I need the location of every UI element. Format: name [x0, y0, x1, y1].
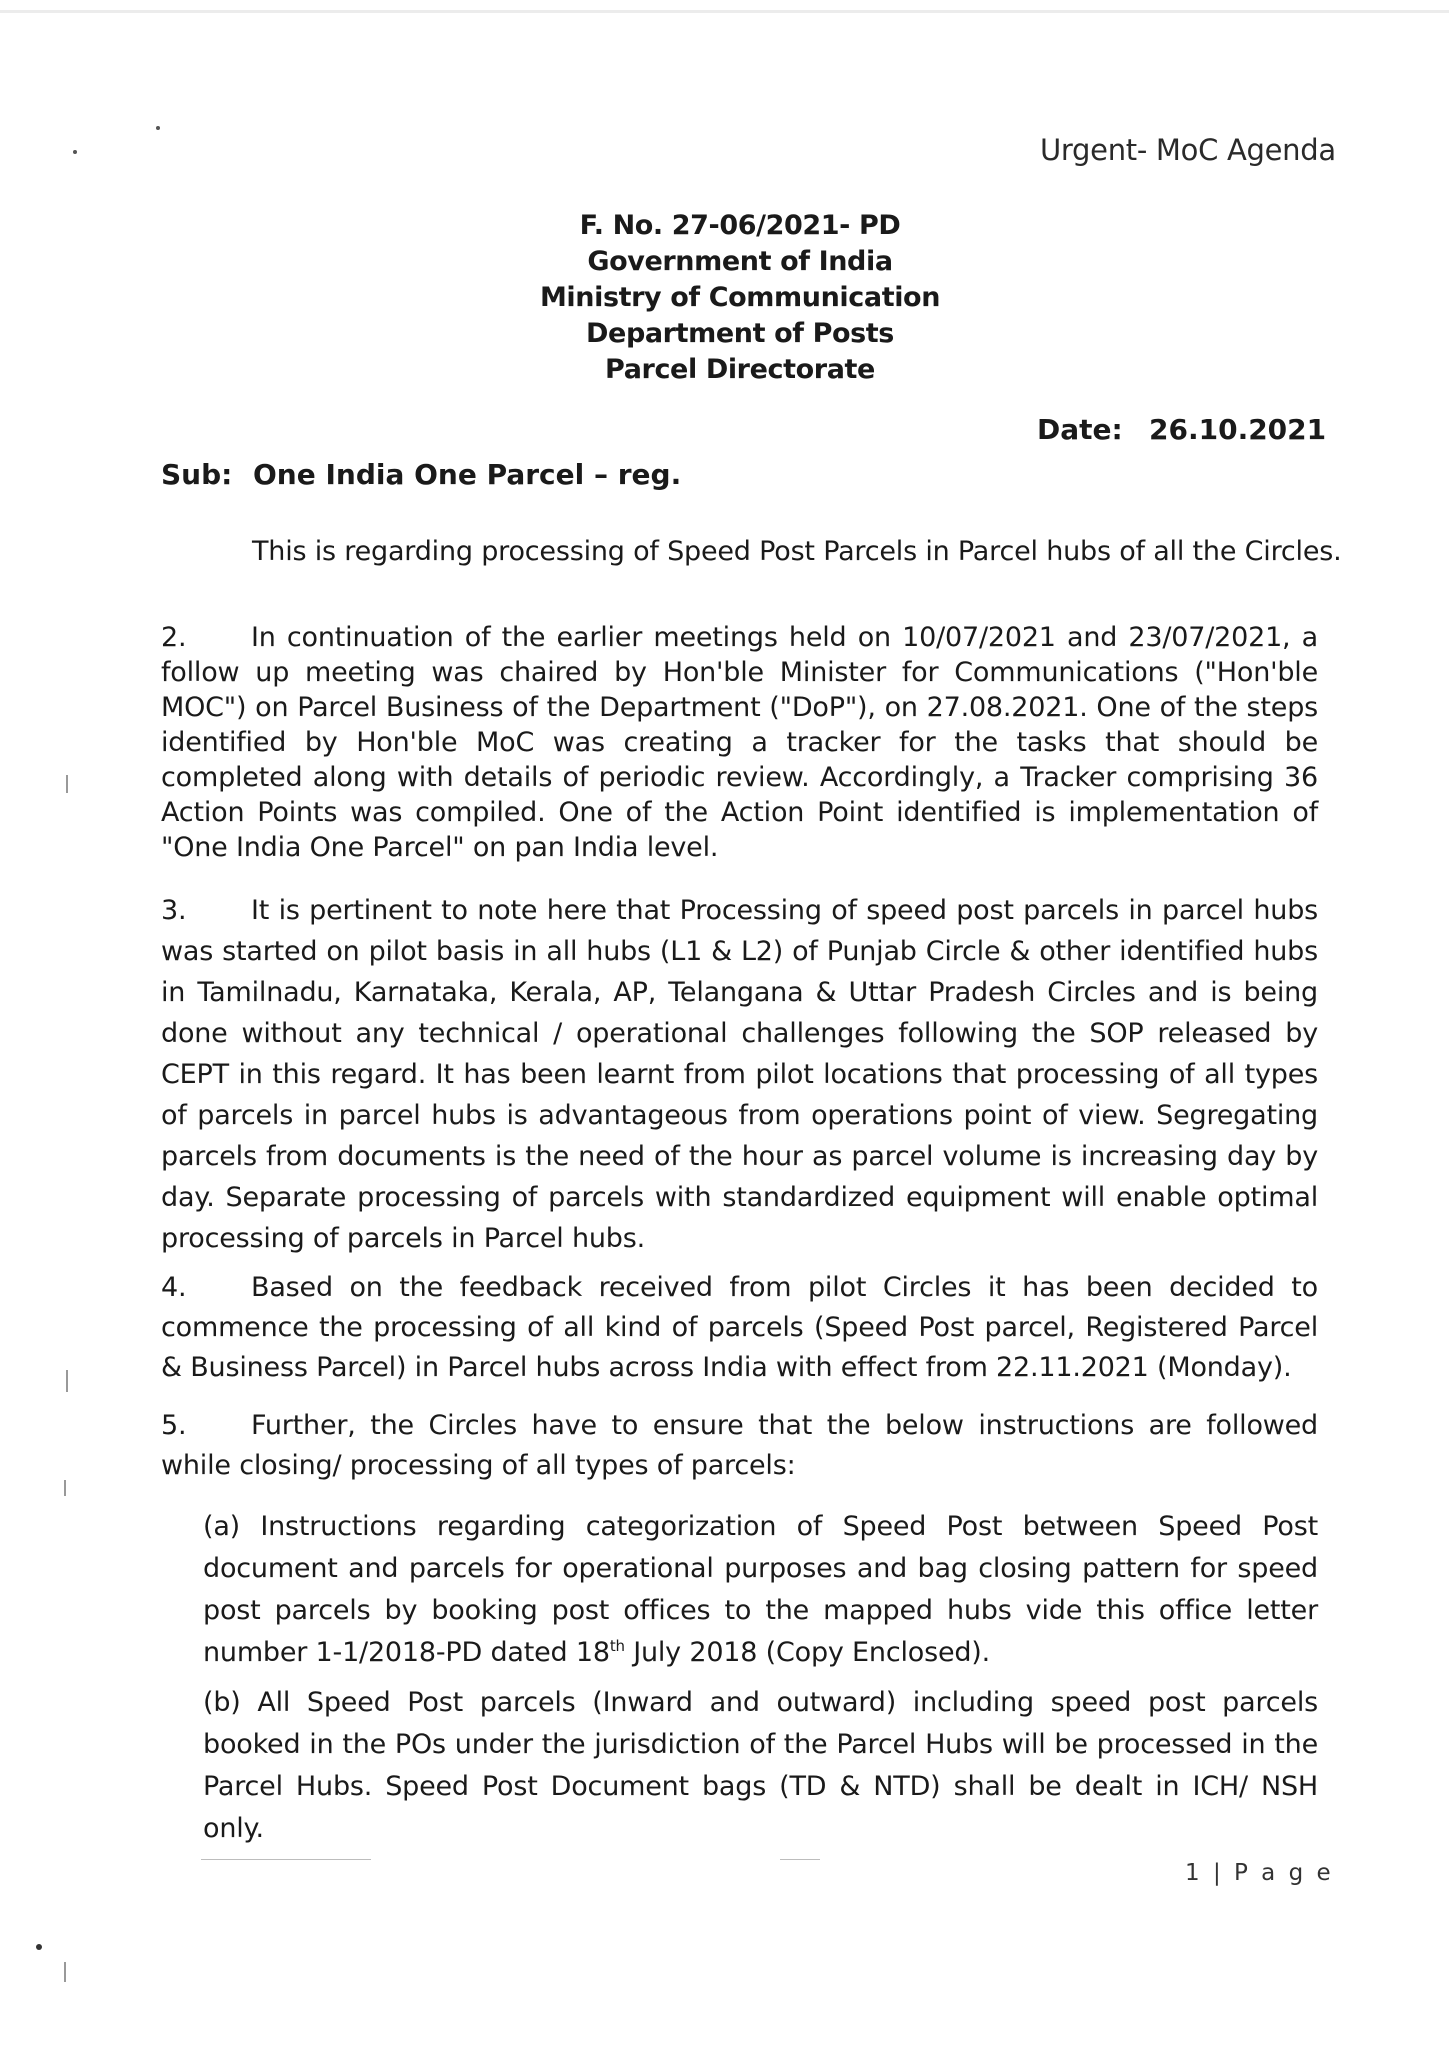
scan-mark: [66, 1370, 68, 1392]
scan-speck: [36, 1944, 42, 1950]
paragraph-text: In continuation of the earlier meetings held on 10/07/2021 and 23/07/2021, a follow up meeting was chaired by Hon'ble Minister for Communications ("Hon'ble MOC") on Parcel Business of the Department ("DoP"), on 27.08.2021. One of the steps identified by Hon'ble MoC was creating a tracker for the tasks that should be completed along with details of periodic review. Accordingly, a Tracker comprising 36 Action Points was compiled. One of the Action Point identified is implementation of "One India One Parcel" on pan India level.: [161, 622, 1318, 863]
letter-header: [480, 208, 1000, 388]
date-label: Date:: [1037, 413, 1123, 446]
paragraph-2: [161, 620, 1318, 865]
paragraph-4: [161, 1268, 1318, 1388]
ministry-name: Ministry of Communication: [539, 282, 941, 313]
paragraph-number: 4.: [161, 1272, 187, 1303]
directorate-name: Parcel Directorate: [605, 354, 875, 385]
file-number: F. No. 27-06/2021- PD: [579, 210, 901, 241]
subject-text: One India One Parcel – reg.: [253, 458, 682, 491]
intro-paragraph: This is regarding processing of Speed Post Parcels in Parcel hubs of all the Circles.: [252, 536, 1342, 567]
scan-edge: [0, 10, 1449, 13]
scan-speck: [156, 126, 160, 130]
subject-label: Sub:: [161, 458, 233, 491]
urgent-label: Urgent- MoC Agenda: [1040, 133, 1336, 167]
instruction-item-b: (b) All Speed Post parcels (Inward and outward) including speed post parcels booked in the POs under the jurisdiction of the Parcel Hubs will be processed in the Parcel Hubs. Speed Post Document bags (TD & NTD) shall be dealt in ICH/ NSH only.: [203, 1687, 1318, 1844]
date-value: 26.10.2021: [1149, 413, 1327, 446]
paragraph-text: Based on the feedback received from pilot Circles it has been decided to commence the processing of all kind of parcels (Speed Post parcel, Registered Parcel & Business Parcel) in Parcel hubs across India with effect from 22.11.2021 (Monday).: [161, 1272, 1318, 1383]
footer-rule: [780, 1859, 820, 1860]
scan-mark: [66, 775, 68, 793]
paragraph-number: 3.: [161, 895, 187, 926]
footer-rule: [201, 1859, 371, 1860]
paragraph-number: 5.: [161, 1410, 187, 1441]
instruction-item-a: (a) Instructions regarding categorization of Speed Post between Speed Post document and parcels for operational purposes and bag closing pattern for speed post parcels by booking post offices to the mapped hubs vide this office letter number 1-1/2018-PD dated 18th July 2018 (Copy Enclosed).: [203, 1511, 1318, 1668]
paragraph-text: It is pertinent to note here that Processing of speed post parcels in parcel hubs was started on pilot basis in all hubs (L1 & L2) of Punjab Circle & other identified hubs in Tamilnadu, Karnataka, Kerala, AP, Telangana & Uttar Pradesh Circles and is being done without any technical / operational challenges following the SOP released by CEPT in this regard. It has been learnt from pilot locations that processing of all types of parcels in parcel hubs is advantageous from operations point of view. Segregating parcels from documents is the need of the hour as parcel volume is increasing day by day. Separate processing of parcels with standardized equipment will enable optimal processing of parcels in Parcel hubs.: [161, 895, 1318, 1254]
paragraph-text: Further, the Circles have to ensure that the below instructions are followed while closing/ processing of all types of parcels:: [161, 1410, 1318, 1481]
page-number: 1 | P a g e: [1185, 1860, 1334, 1886]
scan-mark: [64, 1962, 66, 1982]
paragraph-3: [161, 890, 1318, 1259]
scan-speck: [73, 150, 77, 154]
government-name: Government of India: [587, 246, 893, 277]
paragraph-5: [161, 1406, 1318, 1486]
scan-mark: [64, 1480, 66, 1496]
department-name: Department of Posts: [586, 318, 894, 349]
paragraph-number: 2.: [161, 622, 187, 653]
